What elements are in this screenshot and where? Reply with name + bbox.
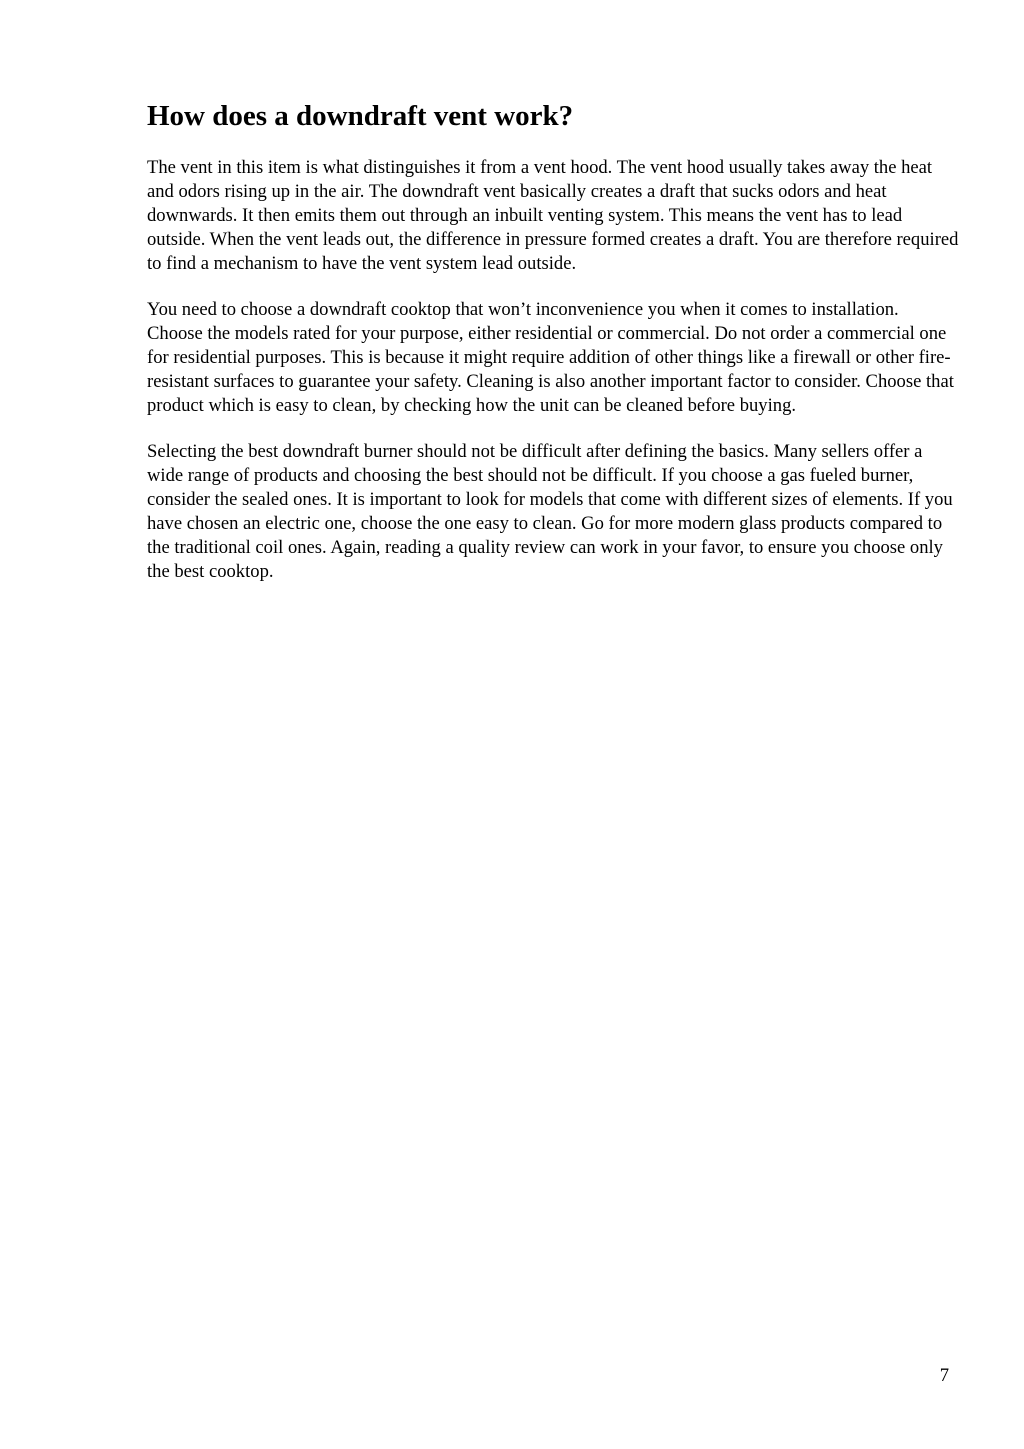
paragraph-3: Selecting the best downdraft burner should not be difficult after defining the basics. Many sellers offer a wide range of products and choosing the best should not be difficult. If you choose a gas fueled burner, consider the sealed ones. It is important to look for models that come with different sizes of elements. If you have chosen an electric one, choose the one easy to clean. Go for more modern glass products compared to the traditional coil ones. Again, reading a quality review can work in your favor, to ensure you choose only the best cooktop.: [147, 441, 953, 582]
paragraph-2: You need to choose a downdraft cooktop that won’t inconvenience you when it comes to installation. Choose the models rated for your purpose, either residential or commercial. Do not order a commercial one for residential purposes. This is because it might require addition of other things like a firewall or other fire-resistant surfaces to guarantee your safety. Cleaning is also another important factor to consider. Choose that product which is easy to clean, by checking how the unit can be cleaned before buying.: [147, 299, 954, 416]
section-heading: How does a downdraft vent work?: [147, 100, 574, 132]
paragraph-1: The vent in this item is what distinguishes it from a vent hood. The vent hood usually takes away the heat and odors rising up in the air. The downdraft vent basically creates a draft that sucks odors and heat downwards. It then emits them out through an inbuilt venting system. This means the vent has to lead outside. When the vent leads out, the difference in pressure formed creates a draft. You are therefore required to find a mechanism to have the vent system lead outside.: [147, 157, 959, 274]
page-content: [147, 98, 959, 606]
page-number: 7: [939, 1365, 949, 1386]
